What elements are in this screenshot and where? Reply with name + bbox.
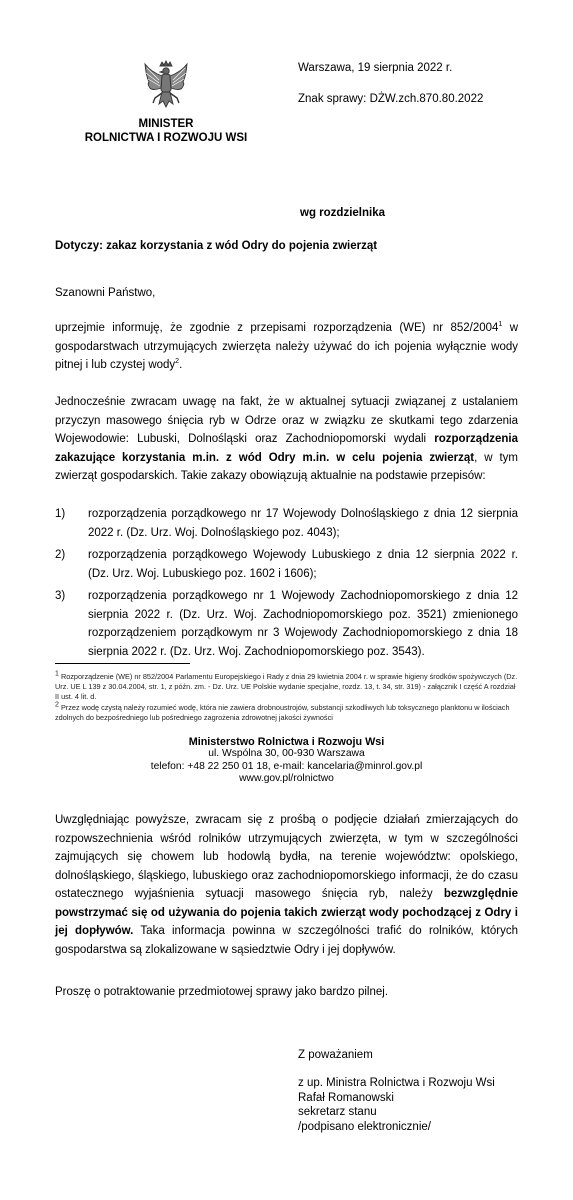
paragraph-4: Proszę o potraktowanie przedmiotowej sprawy jako bardzo pilnej. — [55, 986, 389, 998]
case-reference: Znak sprawy: DŻW.zch.870.80.2022 — [298, 93, 484, 105]
greeting: Szanowni Państwo, — [55, 287, 156, 299]
signatory-title: sekretarz stanu — [298, 1106, 377, 1118]
ministry-title-line2: ROLNICTWA I ROZWOJU WSI — [84, 132, 248, 144]
paragraph-3: Uwzględniając powyższe, zwracam się z prośbą o podjęcie działań zmierzających do rozpowszechnienia wśród rolników utrzymujących zwierzęta, w tym w szczególności zajmujących się chowem lub hodowlą bydła, na terenie województw: opolskiego, dolnośląskiego, śląskiego, lubuskiego oraz zachodniopomorskiego informacji, że do czasu ostatecznego wyjaśnienia sytuacji masowego śnięcia ryb, należy bezwzględnie powstrzymać się od używania do pojenia takich zwierząt wody pochodzącej z Odry i jej dopływów. Taka informacja powinna w szczególności trafić do rolników, których gospodarstwa są zlokalizowane w sąsiedztwie Odry i jej dopływów. — [55, 814, 518, 956]
subject-line: Dotyczy: zakaz korzystania z wód Odry do pojenia zwierząt — [55, 240, 378, 252]
footnote-ref-1: 1 — [498, 321, 503, 329]
signature-block — [298, 1076, 495, 1134]
list-item: 3) rozporządzenia porządkowego nr 1 Wojewody Zachodniopomorskiego z dnia 12 sierpnia 2022 r. (Dz. Urz. Woj. Zachodniopomorskiego poz. 3521) zmienionego rozporządzeniem porządkowym nr 3 Wojewody Zachodniopomorskiego z dnia 18 sierpnia 2022 r. (Dz. Urz. Woj. Zachodniopomorskiego poz. 3543). — [55, 590, 518, 658]
footnote-divider — [55, 663, 190, 664]
list-item: 2) rozporządzenia porządkowego Wojewody Lubuskiego z dnia 12 sierpnia 2022 r. (Dz. Urz. Woj. Lubuskiego poz. 1602 i 1606); — [55, 549, 518, 580]
footnote-2: $^2$ Przez wodę czystą należy rozumieć wodę, która nie zawiera drobnoustrojów, substancji szkodliwych lub toksycznego planktonu w ilościach zdolnych do bezpośredniego lub pośredniego zagrożenia zdrowotnej jakości żywności — [55, 701, 510, 722]
paragraph-2: Jednocześnie zwracam uwagę na fakt, że w aktualnej sytuacji związanej z ustalaniem przyczyn masowego śnięcia ryb w Odrze oraz w związku ze skutkami tego zdarzenia Wojewodowie: Lubuski, Dolnośląski oraz Zachodniopomorski wydali rozporządzenia zakazujące korzystania m.in. z wód Odry m.in. w celu pojenia zwierząt, w tym zwierząt gospodarskich. Takie zakazy obowiązują aktualnie na podstawie przepisów: — [55, 396, 519, 482]
signed-electronically-note: /podpisano elektronicznie/ — [298, 1120, 431, 1133]
ministry-contact: telefon: +48 22 250 01 18, e-mail: kancelaria@minrol.gov.pl — [150, 760, 423, 772]
ministry-website: www.gov.pl/rolnictwo — [239, 772, 334, 784]
ministry-address: ul. Wspólna 30, 00-930 Warszawa — [208, 748, 365, 760]
footnotes — [55, 672, 518, 723]
footnote-1: $^1$ Rozporządzenie (WE) nr 852/2004 Parlamentu Europejskiego i Rady z dnia 29 kwietnia 2004 r. w sprawie higieny środków spożywczych (Dz. Urz. UE L 139 z 30.04.2004, str. 1, z późn. zm. - Dz. Urz. UE Polskie wydanie specjalne, rozdz. 13, t. 34, str. 319) - załącznik I część A rozdział II ust. 4 lit. d. — [55, 670, 518, 702]
ministry-title-line1: MINISTER — [138, 118, 194, 130]
addressee: wg rozdzielnika — [300, 207, 385, 219]
ministry-address-footer — [55, 736, 518, 785]
ministry-name: Ministerstwo Rolnictwa i Rozwoju Wsi — [188, 736, 385, 748]
ministry-title — [60, 117, 272, 145]
signature-closing: Z poważaniem — [298, 1049, 373, 1061]
paragraph-1: uprzejmie informuję, że zgodnie z przepisami rozporządzenia (WE) nr 852/2004$^1$ w gospodarstwach utrzymujących zwierzęta należy używać do ich pojenia wyłącznie wody pitnej i lub czystej wody$^2$. — [55, 321, 518, 371]
place-date: Warszawa, 19 sierpnia 2022 r. — [298, 62, 453, 74]
footnote-ref-2: 2 — [175, 358, 180, 366]
regulations-list — [55, 505, 518, 665]
signature-on-behalf: z up. Ministra Rolnictwa i Rozwoju Wsi — [298, 1077, 495, 1089]
signatory-name: Rafał Romanowski — [298, 1091, 394, 1104]
polish-eagle-emblem-icon — [143, 60, 189, 114]
list-item: 1) rozporządzenia porządkowego nr 17 Wojewody Dolnośląskiego z dnia 12 sierpnia 2022 r. (Dz. Urz. Woj. Dolnośląskiego poz. 4043); — [55, 508, 518, 539]
